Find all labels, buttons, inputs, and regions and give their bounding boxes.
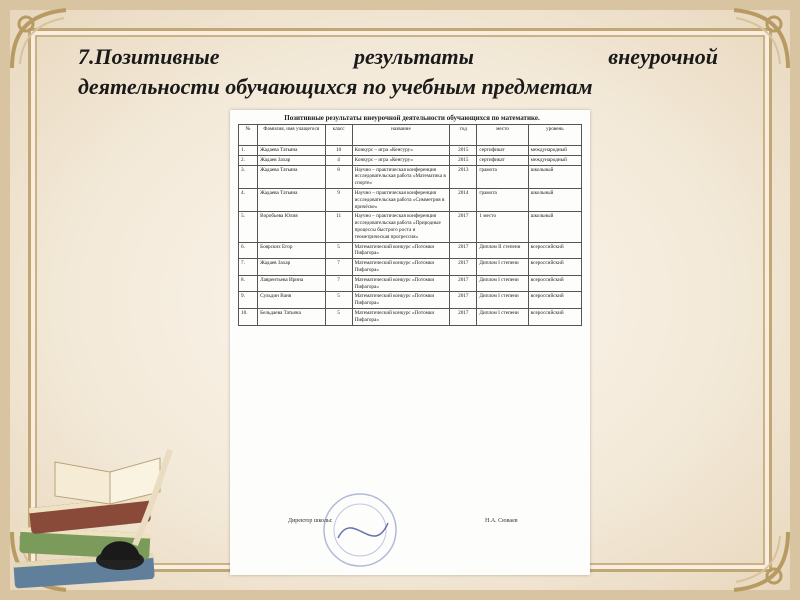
- table-cell: 7: [325, 259, 352, 276]
- table-cell: Научно – практическая конференция исследовательская работа «Симметрия в причёске»: [352, 188, 450, 211]
- table-row: [239, 146, 582, 156]
- table-cell: Научно – практическая конференция исследовательская работа «Природные процессы быстрого роста и геометрическая прогрессия»: [352, 212, 450, 242]
- ornament-corner-icon: [724, 526, 794, 596]
- table-row: [239, 259, 582, 276]
- table-cell: 6.: [239, 242, 258, 259]
- table-cell: Жадаева Татьяна: [258, 188, 325, 211]
- table-cell: 2014: [450, 188, 477, 211]
- table-cell: 2013: [450, 165, 477, 188]
- table-cell: сертификат: [477, 146, 528, 156]
- table-cell: 2015: [450, 146, 477, 156]
- table-cell: 5.: [239, 212, 258, 242]
- table-cell: 2017: [450, 242, 477, 259]
- table-cell: грамота: [477, 188, 528, 211]
- table-cell: 2017: [450, 308, 477, 325]
- table-cell: 2017: [450, 212, 477, 242]
- table-cell: 1.: [239, 146, 258, 156]
- table-cell: Бельдаева Татьяна: [258, 308, 325, 325]
- table-cell: Жадаев Захар: [258, 155, 325, 165]
- table-cell: 8: [325, 165, 352, 188]
- table-cell: 4.: [239, 188, 258, 211]
- column-header: название: [352, 125, 450, 146]
- table-cell: Жадаева Татьяна: [258, 165, 325, 188]
- table-cell: всероссийский: [528, 259, 581, 276]
- table-cell: Математический конкурс «Потомки Пифагора»: [352, 308, 450, 325]
- table-cell: 7.: [239, 259, 258, 276]
- table-cell: Диплом I степени: [477, 292, 528, 309]
- table-cell: 7: [325, 275, 352, 292]
- table-cell: Математический конкурс «Потомки Пифагора»: [352, 259, 450, 276]
- column-header: год: [450, 125, 477, 146]
- table-cell: школьный: [528, 188, 581, 211]
- title-line-2: деятельности обучающихся по учебным предметам: [78, 74, 593, 99]
- table-cell: 2015: [450, 155, 477, 165]
- column-header: место: [477, 125, 528, 146]
- table-cell: 9.: [239, 292, 258, 309]
- table-cell: 10.: [239, 308, 258, 325]
- table-cell: 2017: [450, 259, 477, 276]
- table-cell: Сульдин Ваня: [258, 292, 325, 309]
- table-cell: школьный: [528, 165, 581, 188]
- table-cell: Лаврентьева Ирина: [258, 275, 325, 292]
- table-cell: 5: [325, 292, 352, 309]
- table-cell: Конкурс – игра «Кенгуру»: [352, 146, 450, 156]
- scanned-document: [230, 110, 590, 575]
- table-header-row: [239, 125, 582, 146]
- table-cell: 10: [325, 146, 352, 156]
- table-cell: Жадаев Захар: [258, 259, 325, 276]
- table-cell: 4: [325, 155, 352, 165]
- table-cell: грамота: [477, 165, 528, 188]
- signature-name: Н.А. Сюваев: [485, 518, 518, 524]
- table-cell: Жадаева Татьяна: [258, 146, 325, 156]
- table-cell: 2017: [450, 292, 477, 309]
- column-header: класс: [325, 125, 352, 146]
- results-table: [238, 124, 582, 326]
- document-heading: Позитивные результаты внеурочной деятельности обучающихся по математике.: [284, 114, 540, 122]
- table-cell: Научно – практическая конференция исследовательская работа «Математика в спорте»: [352, 165, 450, 188]
- table-row: [239, 292, 582, 309]
- table-cell: Математический конкурс «Потомки Пифагора»: [352, 275, 450, 292]
- table-cell: 8.: [239, 275, 258, 292]
- table-cell: 11: [325, 212, 352, 242]
- table-row: [239, 165, 582, 188]
- table-cell: Диплом I степени: [477, 259, 528, 276]
- table-cell: 5: [325, 242, 352, 259]
- column-header: уровень: [528, 125, 581, 146]
- table-cell: Боярских Егор: [258, 242, 325, 259]
- title-word: результаты: [353, 44, 474, 69]
- signature-label: Директор школы:: [288, 518, 333, 524]
- column-header: Фамилия, имя учащегося: [258, 125, 325, 146]
- title-word: внеурочной: [608, 44, 718, 69]
- table-cell: Конкурс – игра «Кенгуру»: [352, 155, 450, 165]
- table-cell: 1 место: [477, 212, 528, 242]
- table-row: [239, 308, 582, 325]
- table-cell: школьный: [528, 212, 581, 242]
- table-cell: всероссийский: [528, 275, 581, 292]
- table-row: [239, 275, 582, 292]
- table-row: [239, 188, 582, 211]
- table-cell: 2.: [239, 155, 258, 165]
- table-cell: международный: [528, 155, 581, 165]
- table-cell: 2017: [450, 275, 477, 292]
- table-row: [239, 155, 582, 165]
- table-cell: 9: [325, 188, 352, 211]
- ornament-corner-icon: [6, 4, 76, 74]
- table-cell: 5: [325, 308, 352, 325]
- table-cell: всероссийский: [528, 242, 581, 259]
- table-cell: всероссийский: [528, 292, 581, 309]
- table-cell: международный: [528, 146, 581, 156]
- table-row: [239, 212, 582, 242]
- table-cell: 3.: [239, 165, 258, 188]
- table-cell: Диплом I степени: [477, 308, 528, 325]
- table-cell: сертификат: [477, 155, 528, 165]
- books-inkwell-icon: [0, 440, 190, 600]
- ornament-corner-icon: [724, 4, 794, 74]
- column-header: №: [239, 125, 258, 146]
- slide-title: [78, 42, 718, 102]
- stamp-icon: [318, 488, 402, 572]
- title-word: 7.Позитивные: [78, 44, 220, 69]
- table-cell: Математический конкурс «Потомки Пифагора»: [352, 242, 450, 259]
- table-row: [239, 242, 582, 259]
- table-cell: Диплом II степени: [477, 242, 528, 259]
- table-cell: Математический конкурс «Потомки Пифагора»: [352, 292, 450, 309]
- table-cell: Диплом I степени: [477, 275, 528, 292]
- table-cell: всероссийский: [528, 308, 581, 325]
- table-cell: Воробьева Юлия: [258, 212, 325, 242]
